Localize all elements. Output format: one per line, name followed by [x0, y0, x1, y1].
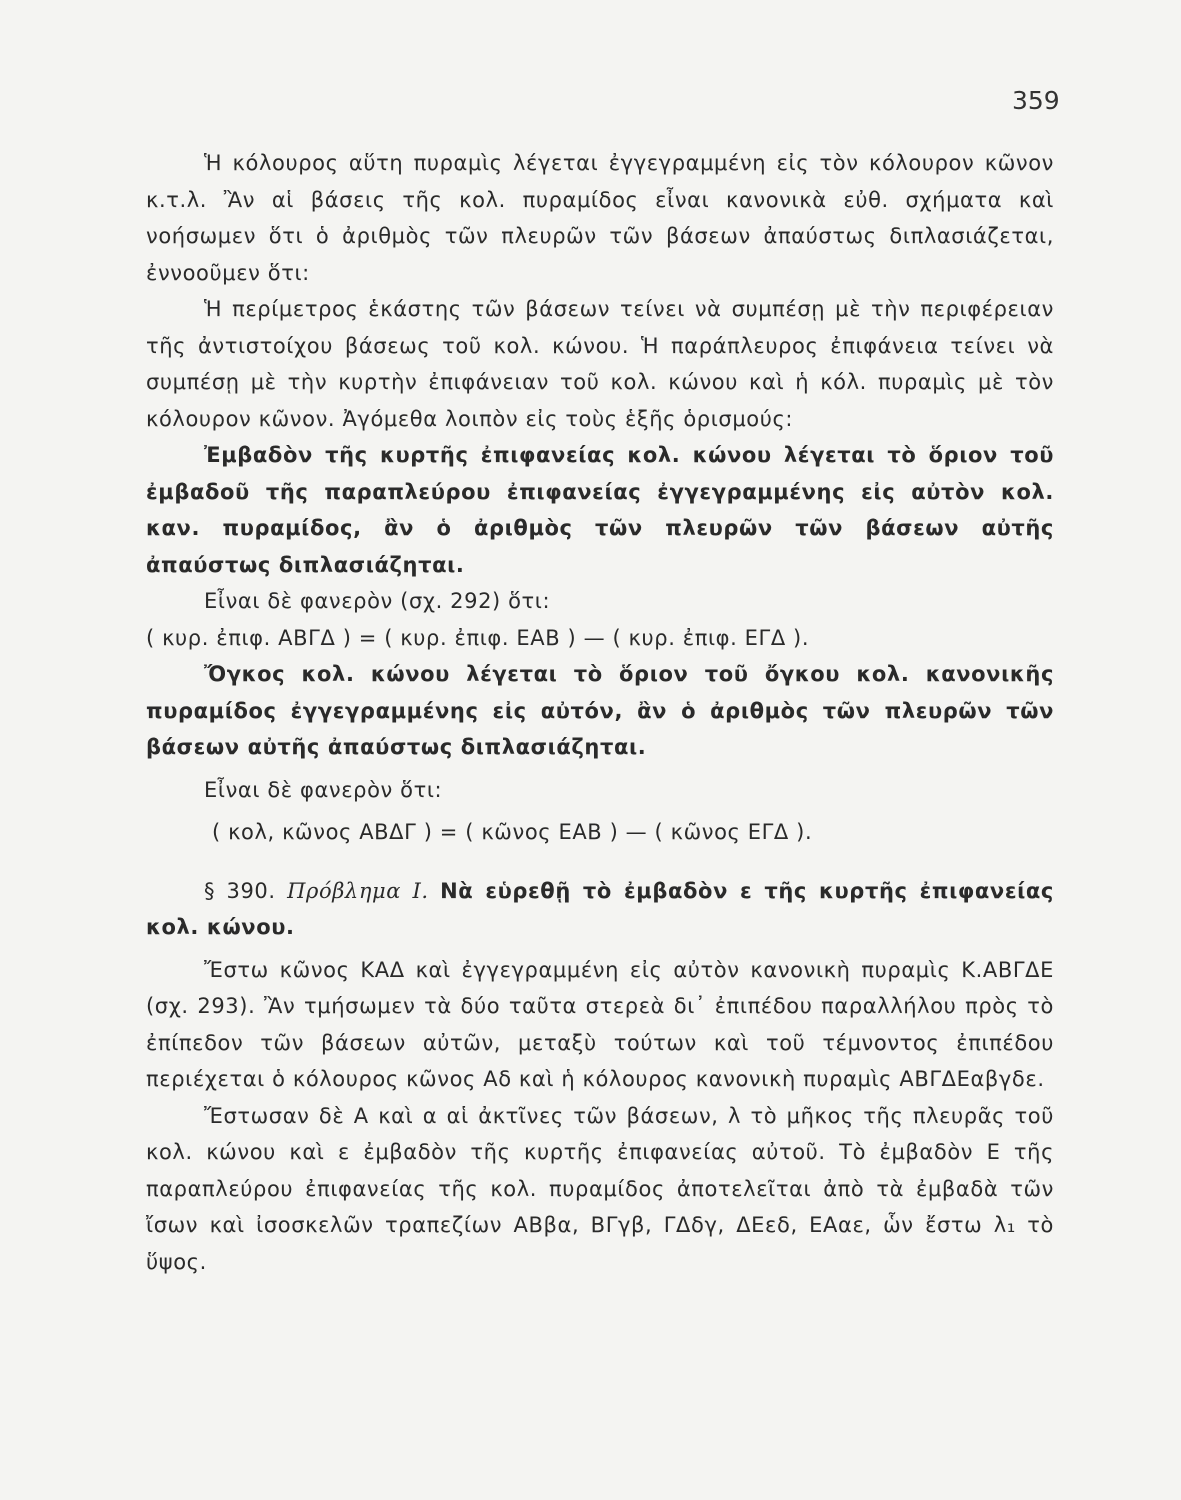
- paragraph-limits: Ἡ περίμετρος ἑκάστης τῶν βάσεων τείνει νὰ συμπέσῃ μὲ τὴν περιφέρειαν τῆς ἀντιστοίχου βάσεως τοῦ κολ. κώνου. Ἡ παράπλευρος ἐπιφάνεια τείνει νὰ συμπέσῃ μὲ τὴν κυρτὴν ἐπιφάνειαν τοῦ κολ. κώνου καὶ ἡ κόλ. πυραμὶς μὲ τὸν κόλουρον κῶνον. Ἀγόμεθα λοιπὸν εἰς τοὺς ἑξῆς ὁρισμούς:: [146, 297, 1054, 431]
- definition-volume: Ὄγκος κολ. κώνου λέγεται τὸ ὅριον τοῦ ὄγκου κολ. κανονικῆς πυραμίδος ἐγγεγραμμένης εἰς αὐτόν, ἂν ὁ ἀριθμὸς τῶν πλευρῶν τῶν βάσεων αὐτῆς ἀπαύστως διπλασιάζηται.: [146, 662, 1054, 759]
- section-number: § 390.: [204, 878, 276, 903]
- page-body: [146, 145, 1054, 1280]
- paragraph-notation: Ἔστωσαν δὲ Α καὶ α αἱ ἀκτῖνες τῶν βάσεων, λ τὸ μῆκος τῆς πλευρᾶς τοῦ κολ. κώνου καὶ ε ἐμβαδὸν τῆς κυρτῆς ἐπιφανείας αὐτοῦ. Τὸ ἐμβαδὸν Ε τῆς παραπλεύρου ἐπιφανείας τῆς κολ. πυραμίδος ἀποτελεῖται ἀπὸ τὰ ἐμβαδὰ τῶν ἴσων καὶ ἰσοσκελῶν τραπεζίων ΑΒβα, ΒΓγβ, ΓΔδγ, ΔΕεδ, ΕΑαε, ὧν ἔστω λ₁ τὸ ὕψος.: [146, 1103, 1054, 1274]
- section-390-heading: [146, 873, 1054, 946]
- paragraph-evident-volume: Εἶναι δὲ φανερὸν ὅτι:: [204, 777, 443, 802]
- section-title: Νὰ εὑρεθῇ τὸ ἐμβαδὸν ε τῆς κυρτῆς ἐπιφανείας κολ. κώνου.: [146, 878, 1054, 939]
- definition-lateral-area: Ἐμβαδὸν τῆς κυρτῆς ἐπιφανείας κολ. κώνου λέγεται τὸ ὅριον τοῦ ἐμβαδοῦ τῆς παραπλεύρου ἐπιφανείας ἐγγεγραμμένης εἰς αὐτὸν κολ. καν. πυραμίδος, ἂν ὁ ἀριθμὸς τῶν πλευρῶν τῶν βάσεων αὐτῆς ἀπαύστως διπλασιάζηται.: [146, 443, 1054, 577]
- section-label: Πρόβλημα Ι.: [287, 878, 429, 903]
- paragraph-inscribed-frustum: Ἡ κόλουρος αὕτη πυραμὶς λέγεται ἐγγεγραμμένη εἰς τὸν κόλουρον κῶνον κ.τ.λ. Ἂν αἱ βάσεις τῆς κολ. πυραμίδος εἶναι κανονικὰ εὐθ. σχήματα καὶ νοήσωμεν ὅτι ὁ ἀριθμὸς τῶν πλευρῶν τῶν βάσεων ἀπαύστως διπλασιάζεται, ἐννοοῦμεν ὅτι:: [146, 151, 1054, 285]
- formula-volume: ( κολ, κῶνος ΑΒΔΓ ) = ( κῶνος ΕΑΒ ) — ( κῶνος ΕΓΔ ).: [212, 820, 813, 844]
- paragraph-construction: Ἔστω κῶνος ΚΑΔ καὶ ἐγγεγραμμένη εἰς αὐτὸν κανονικὴ πυραμὶς Κ.ΑΒΓΔΕ (σχ. 293). Ἂν τμήσωμεν τὰ δύο ταῦτα στερεὰ δι᾽ ἐπιπέδου παραλλήλου πρὸς τὸ ἐπίπεδον τῶν βάσεων αὐτῶν, μεταξὺ τούτων καὶ τοῦ τέμνοντος ἐπιπέδου περιέχεται ὁ κόλουρος κῶνος Αδ καὶ ἡ κόλουρος κανονικὴ πυραμὶς ΑΒΓΔΕαβγδε.: [146, 957, 1054, 1091]
- page-number: 359: [1012, 86, 1060, 115]
- formula-lateral-area: ( κυρ. ἐπιφ. ΑΒΓΔ ) = ( κυρ. ἐπιφ. ΕΑΒ ) — ( κυρ. ἐπιφ. ΕΓΔ ).: [146, 625, 810, 650]
- paragraph-evident-area: Εἶναι δὲ φανερὸν (σχ. 292) ὅτι:: [204, 589, 551, 613]
